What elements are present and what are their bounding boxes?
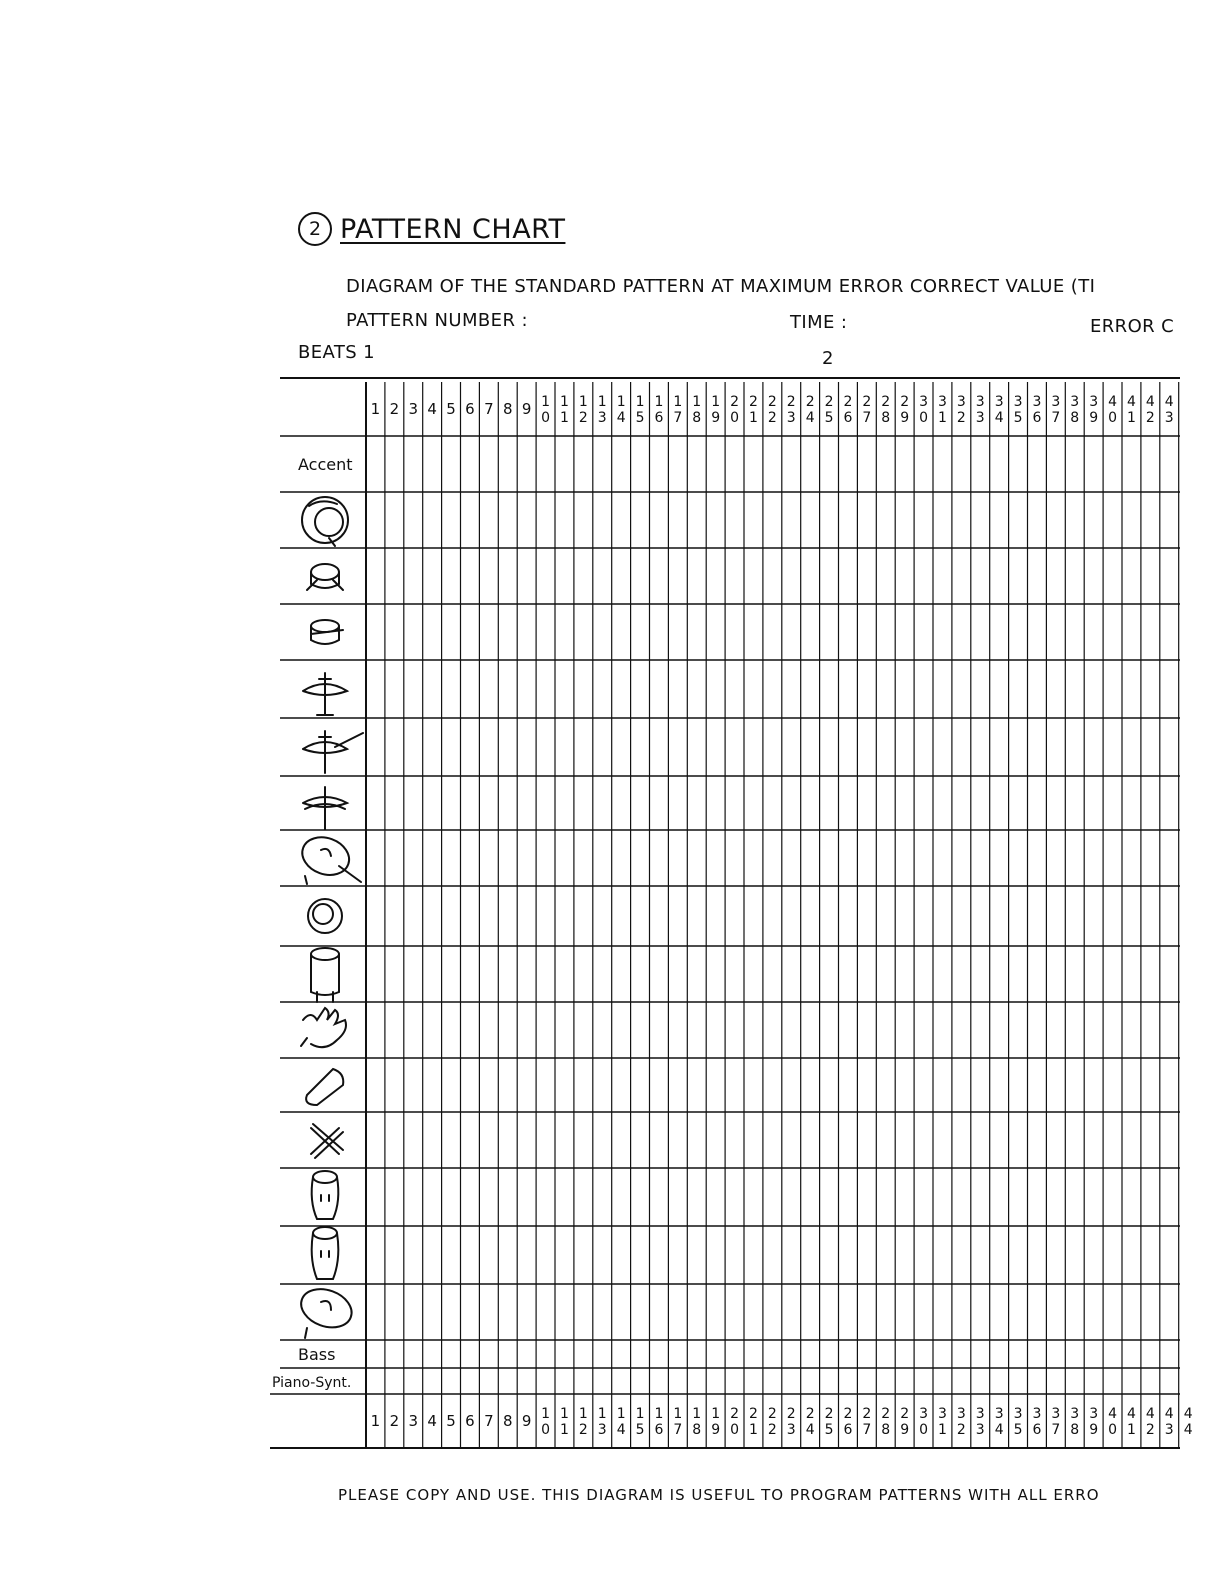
step-number: 3 bbox=[408, 1412, 419, 1430]
high-conga-icon bbox=[312, 1171, 339, 1219]
step-number: 4 bbox=[427, 1412, 437, 1430]
step-number-ones: 0 bbox=[730, 410, 740, 426]
step-number-ones: 0 bbox=[1108, 410, 1118, 426]
step-number-tens: 1 bbox=[654, 394, 664, 410]
step-number-tens: 2 bbox=[824, 1406, 834, 1422]
open-hihat-icon bbox=[303, 731, 363, 773]
step-number-ones: 7 bbox=[673, 410, 683, 426]
step-number-ones: 5 bbox=[1013, 1422, 1023, 1438]
step-number-tens: 3 bbox=[1013, 1406, 1023, 1422]
step-number-tens: 2 bbox=[862, 394, 872, 410]
step-number: 9 bbox=[521, 400, 532, 418]
step-number-tens: 3 bbox=[1089, 394, 1099, 410]
step-number-ones: 4 bbox=[994, 410, 1004, 426]
step-number-tens: 1 bbox=[597, 394, 607, 410]
ride-cymbal-icon bbox=[297, 831, 361, 884]
step-number-ones: 5 bbox=[824, 410, 834, 426]
step-number-ones: 4 bbox=[616, 1422, 626, 1438]
step-number-tens: 1 bbox=[654, 1406, 664, 1422]
step-number-tens: 1 bbox=[711, 1406, 721, 1422]
step-number: 2 bbox=[389, 1412, 400, 1430]
step-number-tens: 1 bbox=[711, 394, 721, 410]
step-number-ones: 3 bbox=[1164, 1422, 1174, 1438]
step-number-ones: 2 bbox=[767, 1422, 777, 1438]
step-number-tens: 3 bbox=[1089, 1406, 1099, 1422]
step-number-ones: 6 bbox=[843, 410, 853, 426]
step-number-ones: 6 bbox=[1032, 1422, 1042, 1438]
step-number-ones: 8 bbox=[881, 410, 891, 426]
footer-note: PLEASE COPY AND USE. THIS DIAGRAM IS USEFUL TO PROGRAM PATTERNS WITH ALL ERRO bbox=[338, 1486, 1100, 1504]
step-number-ones: 7 bbox=[1051, 1422, 1061, 1438]
step-number: 5 bbox=[446, 1412, 456, 1430]
step-number-tens: 1 bbox=[616, 394, 626, 410]
step-number-tens: 3 bbox=[919, 394, 929, 410]
step-number-tens: 1 bbox=[635, 394, 645, 410]
step-number-tens: 1 bbox=[559, 394, 569, 410]
step-number-ones: 7 bbox=[862, 1422, 872, 1438]
row-label-text: Accent bbox=[298, 455, 353, 474]
section-number-badge: 2 bbox=[298, 212, 332, 246]
step-number: 8 bbox=[502, 400, 513, 418]
step-number-tens: 3 bbox=[937, 1406, 947, 1422]
step-number-tens: 1 bbox=[541, 1406, 551, 1422]
step-number-tens: 4 bbox=[1108, 394, 1118, 410]
step-number-ones: 1 bbox=[937, 410, 947, 426]
floor-tom-icon bbox=[311, 948, 339, 1002]
step-number-tens: 2 bbox=[900, 394, 910, 410]
step-number-ones: 1 bbox=[559, 1422, 569, 1438]
step-number-tens: 2 bbox=[881, 394, 891, 410]
step-number-tens: 4 bbox=[1164, 394, 1174, 410]
step-number-tens: 2 bbox=[843, 394, 853, 410]
subtitle: DIAGRAM OF THE STANDARD PATTERN AT MAXIMUM ERROR CORRECT VALUE (TI bbox=[346, 276, 1096, 297]
step-number-tens: 3 bbox=[994, 1406, 1004, 1422]
step-number: 1 bbox=[370, 1412, 381, 1430]
step-number-ones: 2 bbox=[578, 410, 588, 426]
step-number: 7 bbox=[484, 1412, 494, 1430]
step-number-tens: 3 bbox=[1070, 394, 1080, 410]
step-number: 1 bbox=[370, 400, 381, 418]
step-number-ones: 0 bbox=[919, 1422, 929, 1438]
step-number-ones: 2 bbox=[956, 1422, 966, 1438]
step-number-tens: 1 bbox=[578, 394, 588, 410]
step-number-ones: 8 bbox=[692, 410, 702, 426]
step-number-tens: 2 bbox=[824, 394, 834, 410]
bass-drum-icon bbox=[302, 497, 348, 546]
step-number-ones: 4 bbox=[616, 410, 626, 426]
step-number-tens: 2 bbox=[786, 1406, 796, 1422]
step-number: 9 bbox=[521, 1412, 532, 1430]
step-number-tens: 1 bbox=[673, 1406, 683, 1422]
step-number-ones: 9 bbox=[1089, 410, 1099, 426]
step-number-tens: 2 bbox=[767, 394, 777, 410]
step-number: 8 bbox=[502, 1412, 513, 1430]
step-number-tens: 1 bbox=[692, 1406, 702, 1422]
step-number-tens: 3 bbox=[956, 394, 966, 410]
step-number-tens: 2 bbox=[748, 394, 758, 410]
claves-icon bbox=[311, 1124, 343, 1158]
step-number-tens: 3 bbox=[1051, 1406, 1061, 1422]
step-number-ones: 6 bbox=[1032, 410, 1042, 426]
step-number-tens: 2 bbox=[730, 394, 740, 410]
step-number-tens: 4 bbox=[1183, 1406, 1193, 1422]
step-number-ones: 9 bbox=[1089, 1422, 1099, 1438]
step-number-tens: 2 bbox=[730, 1406, 740, 1422]
step-number: 3 bbox=[408, 400, 419, 418]
closed-hihat-icon bbox=[303, 673, 347, 715]
beats-label: BEATS 1 bbox=[298, 342, 376, 363]
step-number: 4 bbox=[427, 400, 437, 418]
step-number-tens: 4 bbox=[1108, 1406, 1118, 1422]
step-number-tens: 3 bbox=[937, 394, 947, 410]
step-number-ones: 3 bbox=[786, 1422, 796, 1438]
step-number-tens: 1 bbox=[559, 1406, 569, 1422]
step-number-ones: 0 bbox=[541, 1422, 551, 1438]
step-number-tens: 2 bbox=[748, 1406, 758, 1422]
step-number-tens: 3 bbox=[956, 1406, 966, 1422]
step-number-ones: 9 bbox=[900, 410, 910, 426]
step-number-tens: 1 bbox=[578, 1406, 588, 1422]
step-number-ones: 9 bbox=[711, 1422, 721, 1438]
step-number-ones: 7 bbox=[862, 410, 872, 426]
step-number-tens: 1 bbox=[635, 1406, 645, 1422]
step-number-tens: 3 bbox=[975, 394, 985, 410]
step-number-tens: 3 bbox=[1051, 394, 1061, 410]
step-number-tens: 2 bbox=[805, 1406, 815, 1422]
step-number-ones: 4 bbox=[1183, 1422, 1193, 1438]
rim-drum-icon bbox=[311, 620, 343, 644]
step-number-tens: 1 bbox=[541, 394, 551, 410]
step-number-ones: 3 bbox=[786, 410, 796, 426]
step-number-tens: 3 bbox=[1070, 1406, 1080, 1422]
step-number-tens: 2 bbox=[786, 394, 796, 410]
step-number: 6 bbox=[465, 400, 475, 418]
step-number-tens: 1 bbox=[616, 1406, 626, 1422]
step-number: 5 bbox=[446, 400, 456, 418]
step-number-ones: 6 bbox=[843, 1422, 853, 1438]
tom-icon bbox=[308, 899, 342, 933]
top-step-numbers bbox=[371, 394, 1174, 426]
step-number-ones: 0 bbox=[541, 410, 551, 426]
step-number-ones: 3 bbox=[975, 410, 985, 426]
crash-cymbal-icon bbox=[296, 1282, 357, 1338]
step-number-tens: 3 bbox=[1032, 1406, 1042, 1422]
snare-drum-icon bbox=[307, 564, 343, 590]
page-title: PATTERN CHART bbox=[340, 213, 566, 245]
step-number-tens: 2 bbox=[843, 1406, 853, 1422]
step-number-tens: 3 bbox=[994, 394, 1004, 410]
step-number-ones: 5 bbox=[824, 1422, 834, 1438]
step-number: 6 bbox=[465, 1412, 475, 1430]
step-number-ones: 0 bbox=[919, 410, 929, 426]
step-number-ones: 7 bbox=[673, 1422, 683, 1438]
step-number-ones: 2 bbox=[578, 1422, 588, 1438]
step-number-ones: 9 bbox=[900, 1422, 910, 1438]
step-number-tens: 2 bbox=[862, 1406, 872, 1422]
step-number-ones: 1 bbox=[748, 1422, 758, 1438]
step-number-tens: 3 bbox=[919, 1406, 929, 1422]
step-number-tens: 4 bbox=[1126, 394, 1136, 410]
step-number-tens: 2 bbox=[767, 1406, 777, 1422]
step-number-ones: 8 bbox=[692, 1422, 702, 1438]
step-number-ones: 6 bbox=[654, 410, 664, 426]
step-number-ones: 1 bbox=[1126, 1422, 1136, 1438]
step-number-ones: 8 bbox=[1070, 410, 1080, 426]
step-number-tens: 1 bbox=[673, 394, 683, 410]
row-label-text: Piano-Synt. bbox=[272, 1375, 352, 1391]
step-number-tens: 4 bbox=[1145, 394, 1155, 410]
step-number-ones: 3 bbox=[1164, 410, 1174, 426]
step-number-ones: 2 bbox=[767, 410, 777, 426]
low-conga-icon bbox=[312, 1227, 339, 1279]
step-number-tens: 1 bbox=[692, 394, 702, 410]
step-number-ones: 7 bbox=[1051, 410, 1061, 426]
step-number-ones: 4 bbox=[994, 1422, 1004, 1438]
step-number-ones: 1 bbox=[559, 410, 569, 426]
step-number-ones: 2 bbox=[1145, 410, 1155, 426]
step-number-ones: 6 bbox=[654, 1422, 664, 1438]
step-number-tens: 4 bbox=[1164, 1406, 1174, 1422]
step-number-ones: 0 bbox=[1108, 1422, 1118, 1438]
step-number-ones: 5 bbox=[635, 1422, 645, 1438]
step-number-ones: 5 bbox=[635, 410, 645, 426]
step-number-tens: 2 bbox=[805, 394, 815, 410]
step-number-ones: 0 bbox=[730, 1422, 740, 1438]
step-number-ones: 1 bbox=[937, 1422, 947, 1438]
step-number-ones: 5 bbox=[1013, 410, 1023, 426]
cymbal-stand-icon bbox=[303, 787, 347, 829]
step-number-ones: 8 bbox=[881, 1422, 891, 1438]
pattern-number-label: PATTERN NUMBER : bbox=[346, 310, 528, 331]
error-label: ERROR C bbox=[1090, 316, 1175, 337]
step-number-ones: 8 bbox=[1070, 1422, 1080, 1438]
step-number-tens: 3 bbox=[975, 1406, 985, 1422]
step-number: 7 bbox=[484, 400, 494, 418]
step-number-tens: 3 bbox=[1032, 394, 1042, 410]
row-label-text: Bass bbox=[298, 1345, 336, 1364]
step-number-ones: 2 bbox=[956, 410, 966, 426]
step-number-tens: 4 bbox=[1126, 1406, 1136, 1422]
step-number: 2 bbox=[389, 400, 400, 418]
step-number-tens: 3 bbox=[1013, 394, 1023, 410]
time-label: TIME : bbox=[790, 312, 848, 333]
step-number-ones: 4 bbox=[805, 410, 815, 426]
step-number-ones: 3 bbox=[597, 1422, 607, 1438]
step-number-tens: 1 bbox=[597, 1406, 607, 1422]
step-number-tens: 2 bbox=[900, 1406, 910, 1422]
step-number-ones: 1 bbox=[1126, 410, 1136, 426]
step-number-ones: 3 bbox=[597, 410, 607, 426]
step-number-tens: 2 bbox=[881, 1406, 891, 1422]
step-number-ones: 4 bbox=[805, 1422, 815, 1438]
step-number-tens: 4 bbox=[1145, 1406, 1155, 1422]
step-number-ones: 1 bbox=[748, 410, 758, 426]
cowbell-icon bbox=[306, 1069, 343, 1105]
step-number-ones: 2 bbox=[1145, 1422, 1155, 1438]
step-number-ones: 9 bbox=[711, 410, 721, 426]
hand-clap-icon bbox=[301, 1008, 346, 1047]
beat-two-label: 2 bbox=[822, 348, 834, 369]
step-number-ones: 3 bbox=[975, 1422, 985, 1438]
